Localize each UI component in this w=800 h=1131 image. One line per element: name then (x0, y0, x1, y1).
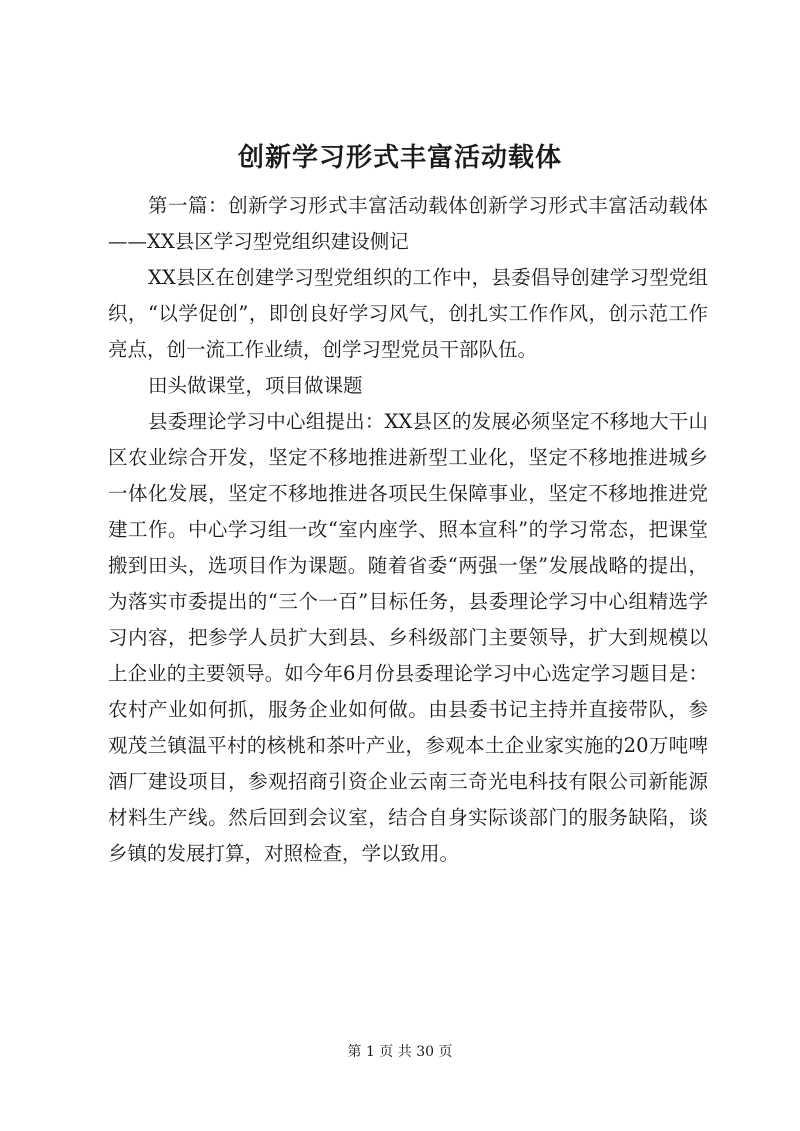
paragraph-subheading: 田头做课堂，项目做课题 (148, 374, 363, 397)
document-title: 创新学习形式丰富活动载体 (237, 143, 562, 173)
paragraph-overview: XX县区在创建学习型党组织的工作中，县委倡导创建学习型党组织，“以学促创”，即创良好学习风气，创扎实工作作风，创示范工作亮点，创一流工作业绩，创学习型党员干部队伍。 (108, 266, 708, 361)
document-body (108, 188, 708, 872)
page-number-footer: 第 1 页 共 30 页 (347, 1044, 453, 1060)
paragraph-heading-intro: 第一篇：创新学习形式丰富活动载体创新学习形式丰富活动载体——XX县区学习型党组织建设侧记 (108, 194, 708, 253)
paragraph-main: 县委理论学习中心组提出：XX县区的发展必须坚定不移地大干山区农业综合开发，坚定不移地推进新型工业化，坚定不移地推进城乡一体化发展，坚定不移地推进各项民生保障事业，坚定不移地推进党建工作。中心学习组一改“室内座学、照本宣科”的学习常态，把课堂搬到田头，选项目作为课题。随着省委“两强一堡”发展战略的提出，为落实市委提出的“三个一百”目标任务，县委理论学习中心组精选学习内容，把参学人员扩大到县、乡科级部门主要领导，扩大到规模以上企业的主要领导。如今年6月份县委理论学习中心选定学习题目是：农村产业如何抓，服务企业如何做。由县委书记主持并直接带队，参观茂兰镇温平村的核桃和茶叶产业，参观本土企业家实施的20万吨啤酒厂建设项目，参观招商引资企业云南三奇光电科技有限公司新能源材料生产线。然后回到会议室，结合自身实际谈部门的服务缺陷，谈乡镇的发展打算，对照检查，学以致用。 (108, 410, 708, 865)
